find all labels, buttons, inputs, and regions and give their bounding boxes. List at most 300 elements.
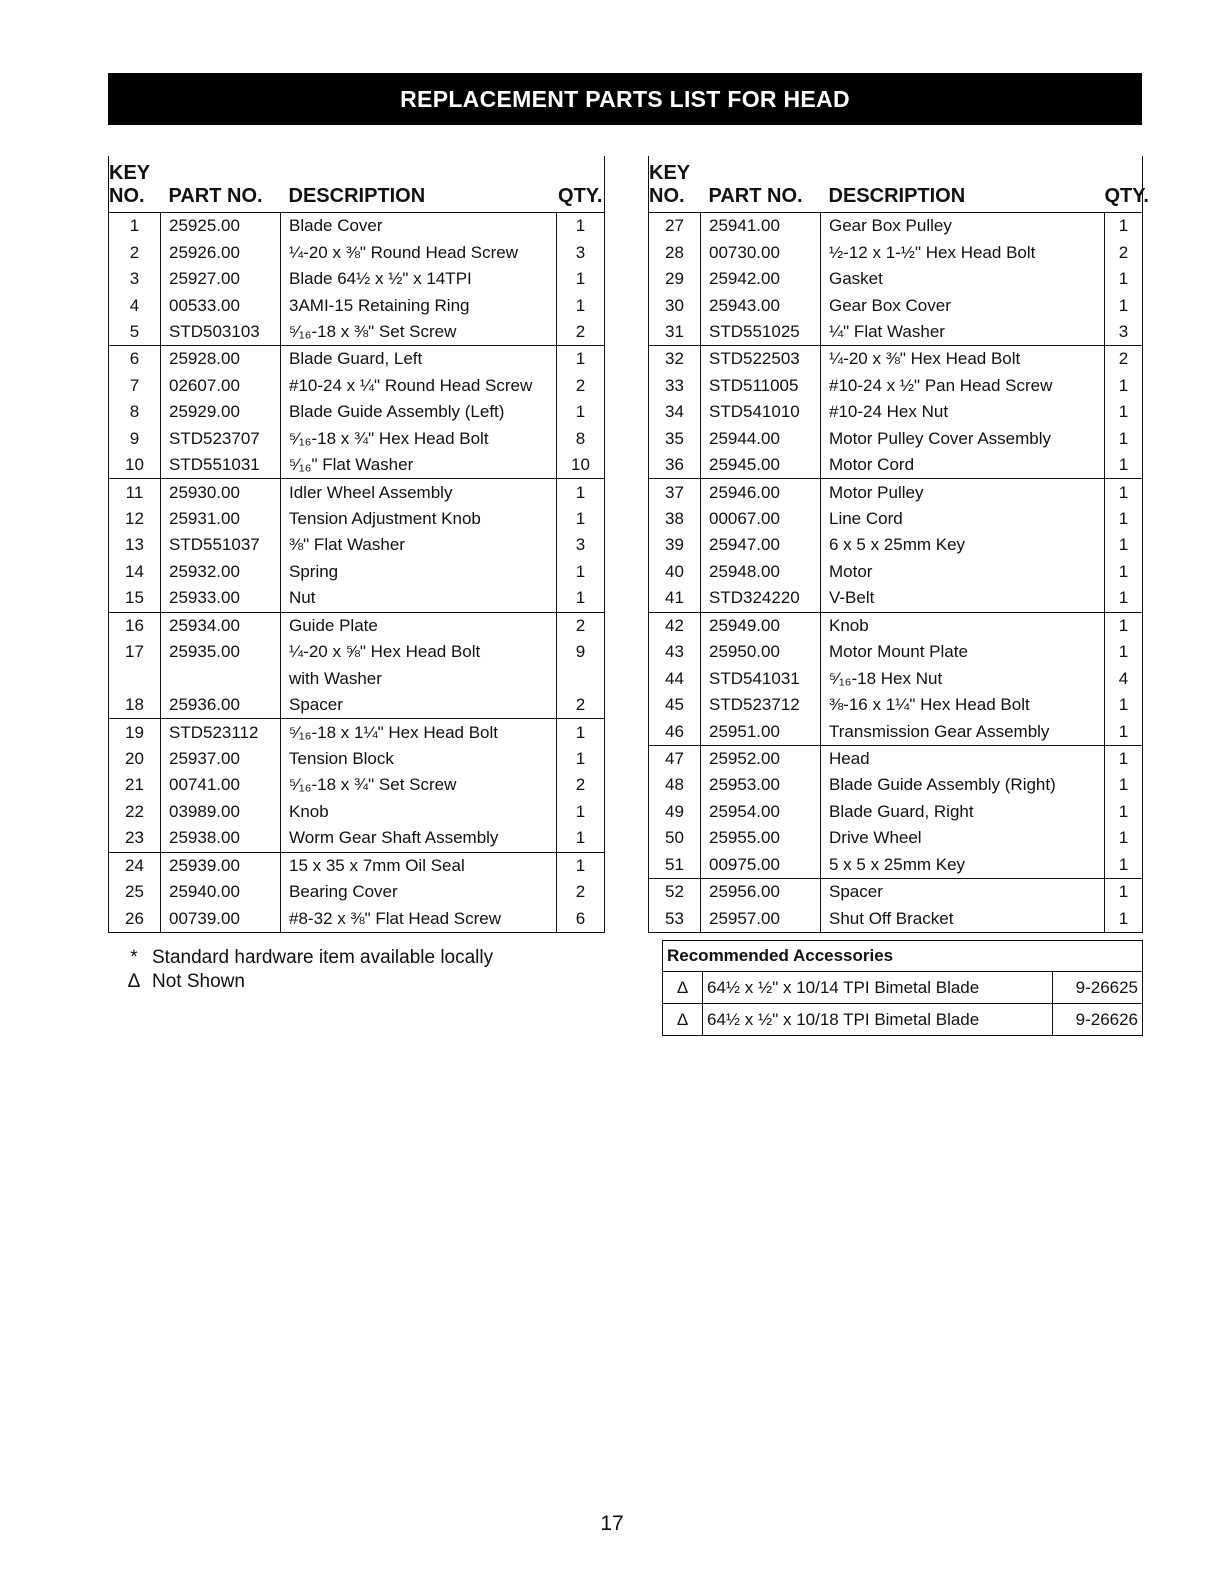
key-no-cell: 51: [665, 854, 684, 874]
table-row: [109, 239, 605, 265]
part-no-cell: STD523712: [701, 692, 821, 718]
qty-cell: 2: [557, 319, 605, 346]
qty-cell: 1: [557, 746, 605, 772]
qty-cell: 1: [1105, 426, 1143, 452]
parts-table-body: [109, 213, 605, 933]
description-cell: ¼-20 x ⅜" Round Head Screw: [281, 239, 557, 265]
table-row: [109, 452, 605, 479]
qty-cell: 1: [557, 585, 605, 612]
qty-cell: 3: [1105, 319, 1143, 346]
description-cell: Drive Wheel: [821, 825, 1105, 851]
table-row: [649, 612, 1143, 639]
key-no-cell: 36: [665, 455, 684, 475]
table-header-row: [649, 156, 1143, 213]
qty-header: QTY.: [557, 156, 605, 213]
qty-cell: 8: [557, 426, 605, 452]
qty-cell: 1: [1105, 479, 1143, 506]
description-cell: Blade Guard, Right: [821, 799, 1105, 825]
key-no-cell: 13: [125, 535, 144, 555]
description-cell: ⅜" Flat Washer: [281, 532, 557, 558]
description-cell: Gear Box Cover: [821, 292, 1105, 318]
description-cell: #10-24 x ½" Pan Head Screw: [821, 373, 1105, 399]
qty-cell: 1: [557, 213, 605, 240]
key-no-cell: 43: [665, 642, 684, 662]
key-no-cell: 5: [129, 321, 140, 341]
table-row: [649, 745, 1143, 772]
part-no-cell: 25944.00: [701, 426, 821, 452]
accessory-part-number: 9-26625: [1053, 972, 1143, 1004]
part-no-cell: 25934.00: [161, 612, 281, 639]
key-no-cell: 24: [109, 852, 161, 879]
table-row: [109, 772, 605, 798]
key-no-cell: 38: [665, 509, 684, 529]
key-no-cell: 53: [649, 905, 701, 932]
part-no-cell: 25931.00: [161, 506, 281, 532]
part-no-cell: 25945.00: [701, 452, 821, 479]
description-cell: Nut: [281, 585, 557, 612]
table-row: [109, 559, 605, 585]
description-cell: ½-12 x 1-½" Hex Head Bolt: [821, 239, 1105, 265]
qty-cell: 3: [557, 239, 605, 265]
part-no-cell: 03989.00: [161, 799, 281, 825]
part-no-cell: 25940.00: [161, 879, 281, 905]
description-cell: Motor: [821, 559, 1105, 585]
part-no-cell: 25957.00: [701, 905, 821, 932]
part-no-cell: STD523112: [161, 719, 281, 746]
table-row: [649, 878, 1143, 905]
description-cell: ¼-20 x ⅜" Hex Head Bolt: [821, 346, 1105, 373]
part-no-cell: [161, 665, 281, 691]
key-no-cell: 10: [125, 455, 144, 475]
description-cell: 3AMI-15 Retaining Ring: [281, 292, 557, 318]
qty-cell: 1: [1105, 532, 1143, 558]
description-cell: 5 x 5 x 25mm Key: [821, 852, 1105, 879]
table-row: [109, 719, 605, 746]
key-no-cell: 3: [129, 269, 140, 289]
part-no-cell: 00741.00: [161, 772, 281, 798]
qty-cell: 4: [1105, 665, 1143, 691]
table-row: [109, 426, 605, 452]
part-no-cell: STD523707: [161, 426, 281, 452]
table-row: [109, 825, 605, 852]
description-cell: Knob: [821, 612, 1105, 639]
part-no-cell: 25947.00: [701, 532, 821, 558]
part-no-cell: STD551037: [161, 532, 281, 558]
key-no-cell: 12: [125, 509, 144, 529]
qty-cell: 1: [1105, 292, 1143, 318]
part-no-header: PART NO.: [161, 156, 281, 213]
key-no-cell: 2: [129, 242, 140, 262]
table-row: [649, 532, 1143, 558]
qty-cell: 1: [1105, 559, 1143, 585]
key-no-cell: 25: [125, 882, 144, 902]
description-cell: Motor Mount Plate: [821, 639, 1105, 665]
table-row: [649, 799, 1143, 825]
recommended-accessories-table: [662, 940, 1143, 1036]
qty-cell: 1: [1105, 373, 1143, 399]
qty-cell: 1: [1105, 772, 1143, 798]
key-no-cell: 16: [109, 612, 161, 639]
qty-cell: 1: [1105, 825, 1143, 851]
qty-cell: [557, 665, 605, 691]
key-no-cell: 35: [665, 428, 684, 448]
description-cell: Blade Guard, Left: [281, 346, 557, 373]
key-no-cell: 50: [665, 828, 684, 848]
qty-cell: 1: [1105, 585, 1143, 612]
description-cell: Tension Adjustment Knob: [281, 506, 557, 532]
parts-table-right: [648, 156, 1149, 933]
qty-cell: 1: [1105, 905, 1143, 932]
qty-cell: 1: [1105, 213, 1143, 240]
qty-cell: 1: [557, 799, 605, 825]
key-no-cell: 19: [109, 719, 161, 746]
qty-cell: 1: [557, 506, 605, 532]
key-no-cell: [109, 665, 161, 691]
description-cell: Gear Box Pulley: [821, 213, 1105, 240]
key-no-cell: 9: [129, 428, 140, 448]
qty-cell: 1: [557, 559, 605, 585]
part-no-cell: 25941.00: [701, 213, 821, 240]
key-no-cell: 15: [125, 588, 144, 608]
accessory-description: 64½ x ½" x 10/18 TPI Bimetal Blade: [703, 1004, 1053, 1036]
qty-header: QTY.: [1105, 156, 1143, 213]
table-row: [649, 692, 1143, 718]
qty-cell: 1: [557, 399, 605, 425]
part-no-cell: 25932.00: [161, 559, 281, 585]
accessory-description: 64½ x ½" x 10/14 TPI Bimetal Blade: [703, 972, 1053, 1004]
page-number: 17: [600, 1512, 624, 1535]
description-cell: Head: [821, 745, 1105, 772]
table-row: [109, 213, 605, 240]
part-no-cell: 25956.00: [701, 878, 821, 905]
part-no-cell: STD551025: [701, 319, 821, 346]
table-row: [649, 825, 1143, 851]
description-cell: Spring: [281, 559, 557, 585]
accessory-row: [663, 972, 1143, 1004]
key-no-cell: 37: [649, 479, 701, 506]
table-row: [109, 585, 605, 612]
description-cell: Spacer: [821, 878, 1105, 905]
key-no-cell: 4: [129, 295, 140, 315]
table-row: [649, 239, 1143, 265]
key-no-cell: 23: [125, 828, 144, 848]
part-no-cell: 00533.00: [161, 292, 281, 318]
key-no-cell: 22: [125, 801, 144, 821]
table-row: [649, 213, 1143, 240]
table-row: [649, 479, 1143, 506]
key-no-cell: 29: [665, 269, 684, 289]
key-no-cell: 52: [649, 878, 701, 905]
description-cell: Knob: [281, 799, 557, 825]
key-no-cell: 20: [125, 748, 144, 768]
key-no-cell: 42: [649, 612, 701, 639]
table-row: [109, 799, 605, 825]
part-no-cell: 25953.00: [701, 772, 821, 798]
description-cell: Tension Block: [281, 746, 557, 772]
part-no-cell: 25950.00: [701, 639, 821, 665]
part-no-cell: STD522503: [701, 346, 821, 373]
footnote: [116, 970, 493, 994]
table-row: [109, 399, 605, 425]
part-no-cell: 25951.00: [701, 718, 821, 745]
key-no-cell: 32: [649, 346, 701, 373]
key-no-cell: 7: [129, 375, 140, 395]
page-title: REPLACEMENT PARTS LIST FOR HEAD: [400, 85, 850, 112]
table-row: [109, 479, 605, 506]
description-cell: ⁵⁄₁₆" Flat Washer: [281, 452, 557, 479]
part-no-cell: 25937.00: [161, 746, 281, 772]
description-cell: #10-24 Hex Nut: [821, 399, 1105, 425]
table-row: [109, 639, 605, 665]
table-row: [649, 585, 1143, 612]
qty-cell: 1: [1105, 639, 1143, 665]
description-cell: Blade 64½ x ½" x 14TPI: [281, 266, 557, 292]
description-cell: Guide Plate: [281, 612, 557, 639]
part-no-cell: 25938.00: [161, 825, 281, 852]
qty-cell: 1: [557, 479, 605, 506]
part-no-cell: 25952.00: [701, 745, 821, 772]
table-header-row: [109, 156, 605, 213]
part-no-cell: 25942.00: [701, 266, 821, 292]
qty-cell: 1: [1105, 452, 1143, 479]
table-row: [109, 612, 605, 639]
part-no-cell: 25936.00: [161, 692, 281, 719]
qty-cell: 3: [557, 532, 605, 558]
qty-cell: 1: [1105, 266, 1143, 292]
description-cell: Shut Off Bracket: [821, 905, 1105, 932]
part-no-cell: STD541031: [701, 665, 821, 691]
qty-cell: 2: [557, 879, 605, 905]
part-no-cell: STD503103: [161, 319, 281, 346]
qty-cell: 1: [1105, 718, 1143, 745]
table-row: [109, 665, 605, 691]
qty-cell: 1: [1105, 612, 1143, 639]
table-row: [109, 292, 605, 318]
table-row: [109, 879, 605, 905]
description-cell: Blade Guide Assembly (Left): [281, 399, 557, 425]
description-cell: Worm Gear Shaft Assembly: [281, 825, 557, 852]
part-no-cell: 25948.00: [701, 559, 821, 585]
key-no-cell: 28: [665, 242, 684, 262]
table-row: [649, 319, 1143, 346]
table-row: [109, 346, 605, 373]
page-title-banner: [108, 73, 1142, 125]
description-cell: Blade Cover: [281, 213, 557, 240]
part-no-cell: 25943.00: [701, 292, 821, 318]
qty-cell: 1: [557, 266, 605, 292]
key-no-header: KEY NO.: [109, 156, 161, 213]
qty-cell: 1: [557, 292, 605, 318]
table-row: [649, 426, 1143, 452]
key-no-cell: 45: [665, 695, 684, 715]
delta-symbol: Δ: [127, 971, 141, 992]
table-row: [649, 559, 1143, 585]
description-cell: #8-32 x ⅜" Flat Head Screw: [281, 905, 557, 932]
table-row: [109, 266, 605, 292]
description-cell: Idler Wheel Assembly: [281, 479, 557, 506]
key-no-cell: 33: [665, 375, 684, 395]
qty-cell: 9: [557, 639, 605, 665]
description-cell: ⁵⁄₁₆-18 x ⅜" Set Screw: [281, 319, 557, 346]
asterisk-symbol: *: [130, 947, 138, 968]
part-no-cell: 25939.00: [161, 852, 281, 879]
description-cell: #10-24 x ¼" Round Head Screw: [281, 373, 557, 399]
part-no-cell: 25955.00: [701, 825, 821, 851]
table-row: [649, 266, 1143, 292]
part-no-cell: 25930.00: [161, 479, 281, 506]
qty-cell: 2: [1105, 346, 1143, 373]
description-cell: Motor Pulley Cover Assembly: [821, 426, 1105, 452]
qty-cell: 1: [1105, 506, 1143, 532]
key-no-cell: 17: [125, 642, 144, 662]
description-cell: ¼-20 x ⅝" Hex Head Bolt: [281, 639, 557, 665]
table-row: [649, 772, 1143, 798]
table-row: [649, 718, 1143, 745]
part-no-cell: STD551031: [161, 452, 281, 479]
key-no-cell: 8: [129, 402, 140, 422]
key-no-header: KEY NO.: [649, 156, 701, 213]
part-no-cell: 00739.00: [161, 905, 281, 932]
parts-table-body: [649, 213, 1143, 933]
part-no-cell: STD324220: [701, 585, 821, 612]
description-cell: with Washer: [281, 665, 557, 691]
key-no-cell: 39: [665, 535, 684, 555]
key-no-cell: 46: [665, 721, 684, 741]
part-no-cell: 25925.00: [161, 213, 281, 240]
table-row: [649, 346, 1143, 373]
table-row: [649, 506, 1143, 532]
table-row: [649, 292, 1143, 318]
description-cell: Motor Pulley: [821, 479, 1105, 506]
key-no-cell: 34: [665, 402, 684, 422]
key-no-cell: 40: [665, 561, 684, 581]
table-row: [649, 373, 1143, 399]
qty-cell: 2: [557, 692, 605, 719]
table-row: [109, 905, 605, 932]
key-no-cell: 44: [665, 668, 684, 688]
description-cell: Spacer: [281, 692, 557, 719]
description-cell: 15 x 35 x 7mm Oil Seal: [281, 852, 557, 879]
table-row: [649, 905, 1143, 932]
qty-cell: 1: [1105, 399, 1143, 425]
table-row: [649, 639, 1143, 665]
table-row: [109, 746, 605, 772]
description-cell: Line Cord: [821, 506, 1105, 532]
qty-cell: 1: [557, 825, 605, 852]
part-no-cell: 25926.00: [161, 239, 281, 265]
accessories-title: Recommended Accessories: [663, 941, 1143, 972]
table-row: [109, 373, 605, 399]
qty-cell: 1: [557, 346, 605, 373]
part-no-cell: 25954.00: [701, 799, 821, 825]
part-no-cell: 25949.00: [701, 612, 821, 639]
key-no-cell: 11: [109, 479, 161, 506]
key-no-cell: 21: [125, 775, 144, 795]
key-no-cell: 49: [665, 801, 684, 821]
description-cell: Blade Guide Assembly (Right): [821, 772, 1105, 798]
part-no-cell: 00730.00: [701, 239, 821, 265]
parts-table-left: [108, 156, 605, 933]
key-no-cell: 30: [665, 295, 684, 315]
key-no-cell: 14: [125, 561, 144, 581]
table-row: [649, 852, 1143, 879]
part-no-cell: 25927.00: [161, 266, 281, 292]
accessory-row: [663, 1004, 1143, 1036]
part-no-cell: 02607.00: [161, 373, 281, 399]
description-cell: ⁵⁄₁₆-18 x ¾" Hex Head Bolt: [281, 426, 557, 452]
description-cell: Bearing Cover: [281, 879, 557, 905]
qty-cell: 1: [1105, 799, 1143, 825]
delta-symbol: Δ: [663, 1004, 703, 1036]
part-no-cell: 25946.00: [701, 479, 821, 506]
key-no-cell: 47: [649, 745, 701, 772]
description-cell: ⁵⁄₁₆-18 x ¾" Set Screw: [281, 772, 557, 798]
part-no-cell: 00067.00: [701, 506, 821, 532]
table-row: [649, 399, 1143, 425]
part-no-cell: STD541010: [701, 399, 821, 425]
qty-cell: 6: [557, 905, 605, 932]
part-no-cell: 25929.00: [161, 399, 281, 425]
key-no-cell: 18: [125, 695, 144, 715]
part-no-cell: 00975.00: [701, 852, 821, 879]
table-row: [109, 852, 605, 879]
footnote: [116, 946, 493, 970]
key-no-cell: 41: [665, 588, 684, 608]
description-cell: V-Belt: [821, 585, 1105, 612]
part-no-cell: 25928.00: [161, 346, 281, 373]
description-cell: 6 x 5 x 25mm Key: [821, 532, 1105, 558]
table-row: [109, 506, 605, 532]
accessory-part-number: 9-26626: [1053, 1004, 1143, 1036]
key-no-cell: 1: [129, 216, 140, 236]
description-header: DESCRIPTION: [281, 156, 557, 213]
table-row: [109, 692, 605, 719]
qty-cell: 1: [557, 852, 605, 879]
description-cell: ⅜-16 x 1¼" Hex Head Bolt: [821, 692, 1105, 718]
key-no-cell: 6: [109, 346, 161, 373]
part-no-cell: 25935.00: [161, 639, 281, 665]
table-row: [109, 319, 605, 346]
description-cell: ⁵⁄₁₆-18 x 1¼" Hex Head Bolt: [281, 719, 557, 746]
qty-cell: 10: [557, 452, 605, 479]
description-cell: Motor Cord: [821, 452, 1105, 479]
description-header: DESCRIPTION: [821, 156, 1105, 213]
qty-cell: 2: [557, 373, 605, 399]
part-no-header: PART NO.: [701, 156, 821, 213]
table-row: [649, 452, 1143, 479]
table-row: [649, 665, 1143, 691]
qty-cell: 1: [1105, 692, 1143, 718]
qty-cell: 2: [557, 612, 605, 639]
description-cell: Gasket: [821, 266, 1105, 292]
qty-cell: 1: [557, 719, 605, 746]
description-cell: ¼" Flat Washer: [821, 319, 1105, 346]
delta-symbol: Δ: [663, 972, 703, 1004]
table-row: [109, 532, 605, 558]
key-no-cell: 27: [665, 216, 684, 236]
key-no-cell: 48: [665, 775, 684, 795]
footnotes: [116, 946, 493, 994]
key-no-cell: 26: [109, 905, 161, 932]
qty-cell: 1: [1105, 852, 1143, 879]
qty-cell: 1: [1105, 878, 1143, 905]
qty-cell: 2: [557, 772, 605, 798]
qty-cell: 2: [1105, 239, 1143, 265]
footnote-text: Standard hardware item available locally: [152, 947, 494, 968]
footnote-text: Not Shown: [152, 971, 245, 992]
qty-cell: 1: [1105, 745, 1143, 772]
part-no-cell: STD511005: [701, 373, 821, 399]
